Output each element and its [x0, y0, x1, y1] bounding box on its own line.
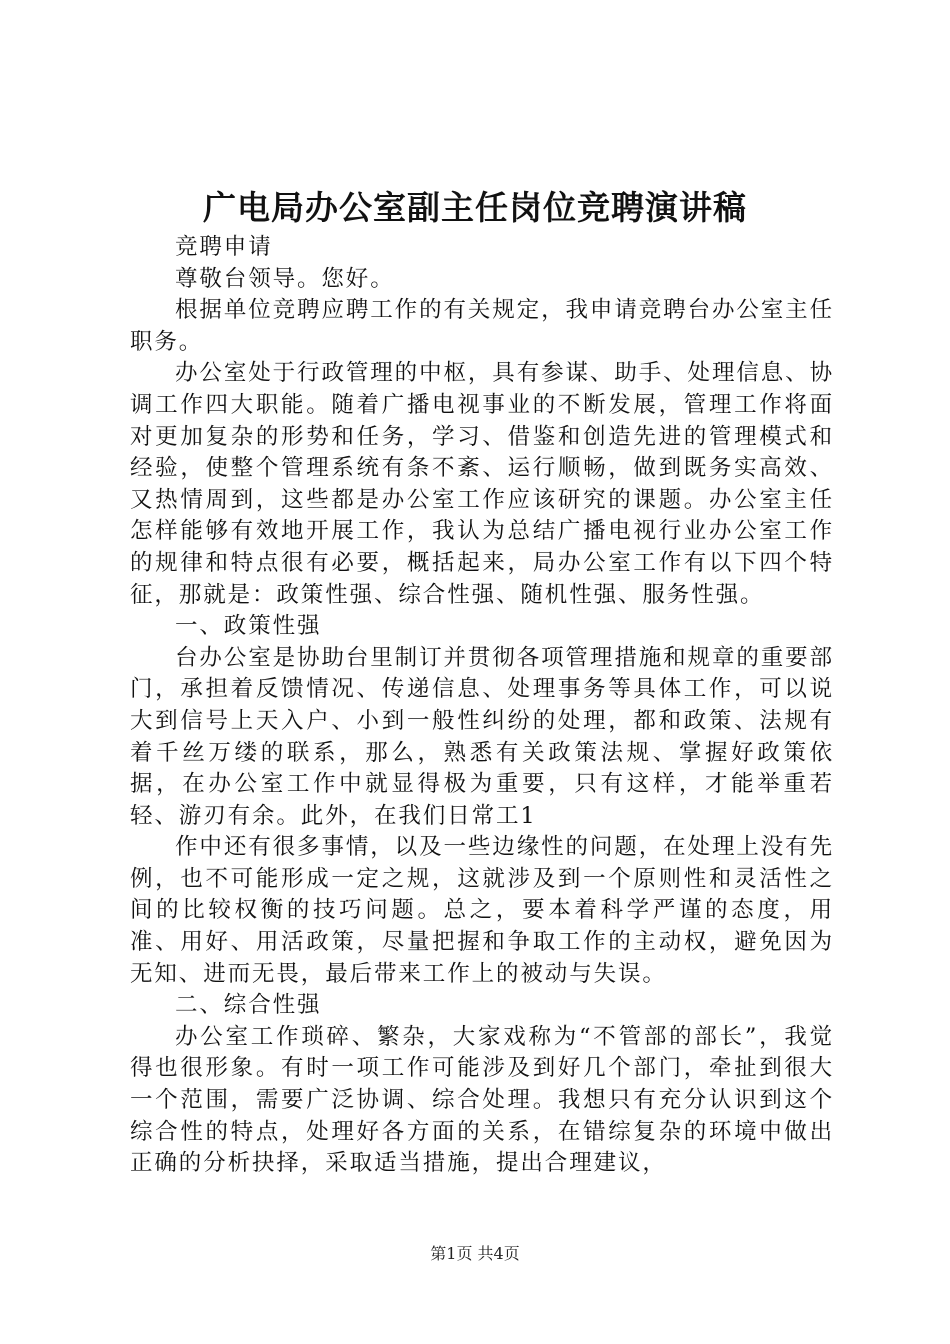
section-heading: 二、综合性强: [175, 992, 322, 1019]
paragraph: 竞聘申请: [175, 234, 273, 260]
paragraph: 尊敬台领导。您好。: [175, 265, 395, 292]
paragraph: 办公室工作琐碎、繁杂，大家戏称为“不管部的部长”，我觉得也很形象。有时一项工作可能涉及到好几个部门，牵扯到很大一个范围，需要广泛协调、综合处理。我想只有充分认识到这个综合性的特点，处理好各方面的关系，在错综复杂的环境中做出正确的分析抉择，采取适当措施，提出合理建议，: [130, 1023, 834, 1177]
paragraph: 根据单位竞聘应聘工作的有关规定，我申请竞聘台办公室主任职务。: [130, 297, 834, 355]
paragraph: 台办公室是协助台里制订并贯彻各项管理措施和规章的重要部门，承担着反馈情况、传递信息、处理事务等具体工作，可以说大到信号上天入户、小到一般性纠纷的处理，都和政策、法规有着千丝万缕的联系，那么，熟悉有关政策法规、掌握好政策依据，在办公室工作中就显得极为重要，只有这样，才能举重若轻、游刃有余。此外，在我们日常工1: [130, 644, 834, 829]
document-body: [130, 232, 834, 1180]
paragraph: 作中还有很多事情，以及一些边缘性的问题，在处理上没有先例，也不可能形成一定之规，这就涉及到一个原则性和灵活性之间的比较权衡的技巧问题。总之，要本着科学严谨的态度，用准、用好、用活政策，尽量把握和争取工作的主动权，避免因为无知、进而无畏，最后带来工作上的被动与失误。: [130, 834, 834, 987]
document-title: 广电局办公室副主任岗位竞聘演讲稿: [203, 188, 747, 227]
section-heading: 一、政策性强: [175, 613, 322, 640]
paragraph: 办公室处于行政管理的中枢，具有参谋、助手、处理信息、协调工作四大职能。随着广播电视事业的不断发展，管理工作将面对更加复杂的形势和任务，学习、借鉴和创造先进的管理模式和经验，使整个管理系统有条不紊、运行顺畅，做到既务实高效、又热情周到，这些都是办公室工作应该研究的课题。办公室主任怎样能够有效地开展工作，我认为总结广播电视行业办公室工作的规律和特点很有必要，概括起来，局办公室工作有以下四个特征，那就是：政策性强、综合性强、随机性强、服务性强。: [130, 360, 834, 608]
page-footer: 第1页 共4页: [430, 1244, 520, 1263]
